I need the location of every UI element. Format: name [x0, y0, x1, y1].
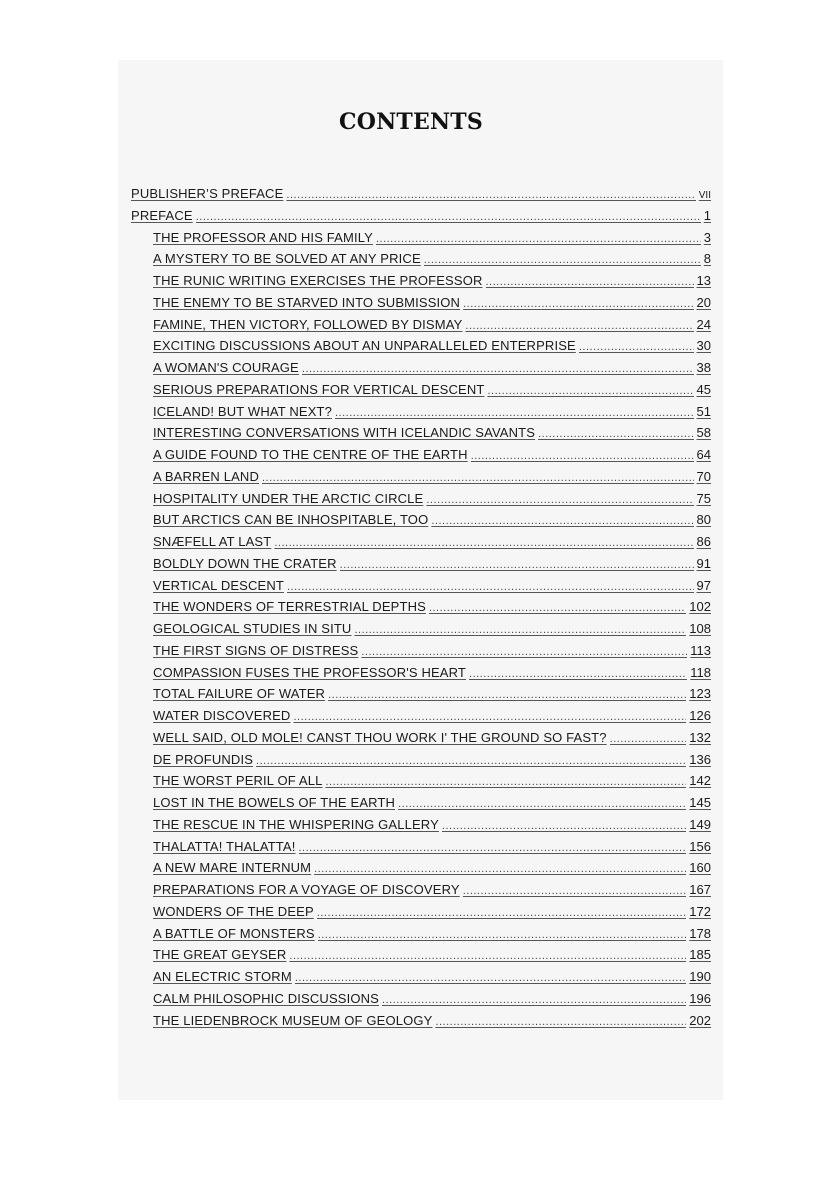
- toc-entry-page-number: 13: [696, 273, 711, 288]
- toc-entry-page-number: 1: [703, 207, 711, 223]
- toc-entry-title: BOLDLY DOWN THE CRATER: [153, 555, 337, 571]
- toc-dot-leader: [463, 881, 687, 903]
- toc-entry[interactable]: [131, 705, 711, 727]
- toc-entry-title: PREFACE: [131, 207, 193, 223]
- toc-dot-leader: [361, 642, 687, 664]
- toc-entry-page-number: 70: [696, 468, 711, 484]
- toc-entry[interactable]: [131, 292, 711, 314]
- toc-entry[interactable]: [131, 553, 711, 575]
- toc-dot-leader: [465, 316, 693, 338]
- toc-entry-page-number: 136: [689, 751, 711, 767]
- toc-entry-title: THE FIRST SIGNS OF DISTRESS: [153, 642, 359, 658]
- toc-entry-title: THE ENEMY TO BE STARVED INTO SUBMISSION: [153, 294, 461, 310]
- toc-entry[interactable]: [131, 640, 711, 662]
- toc-dot-leader: [435, 1012, 686, 1034]
- toc-entry-page-number: 58: [696, 425, 711, 441]
- toc-entry-page-number: 123: [689, 686, 711, 702]
- toc-entry[interactable]: [131, 466, 711, 488]
- toc-entry-title: THE WORST PERIL OF ALL: [153, 773, 323, 789]
- toc-entry[interactable]: [131, 401, 711, 423]
- toc-entry[interactable]: [131, 944, 711, 966]
- toc-entry-title: INTERESTING CONVERSATIONS WITH ICELANDIC SAVANTS: [153, 425, 536, 441]
- toc-entry[interactable]: [131, 444, 711, 466]
- toc-entry-page-number: 132: [689, 729, 711, 745]
- toc-entry-page-number: 45: [696, 381, 711, 397]
- toc-entry[interactable]: [131, 509, 711, 531]
- toc-entry-title: THE LIEDENBROCK MUSEUM OF GEOLOGY: [153, 1012, 433, 1028]
- toc-entry-title: PREPARATIONS FOR A VOYAGE OF DISCOVERY: [153, 882, 460, 897]
- toc-dot-leader: [471, 446, 694, 468]
- toc-dot-leader: [318, 925, 687, 947]
- toc-dot-leader: [340, 555, 694, 577]
- toc-entry-title: THALATTA! THALATTA!: [153, 838, 296, 854]
- toc-entry-page-number: 24: [696, 316, 711, 332]
- toc-entry[interactable]: [131, 814, 711, 836]
- toc-entry[interactable]: [131, 988, 711, 1010]
- toc-dot-leader: [487, 381, 693, 403]
- toc-entry[interactable]: [131, 879, 711, 901]
- toc-dot-leader: [424, 250, 701, 272]
- toc-entry-title: TOTAL FAILURE OF WATER: [153, 686, 326, 702]
- toc-entry[interactable]: [131, 270, 711, 292]
- toc-dot-leader: [376, 229, 701, 251]
- toc-entry-title: GEOLOGICAL STUDIES IN SITU: [153, 621, 352, 636]
- toc-entry-page-number: 8: [703, 251, 711, 267]
- toc-entry-title: A BATTLE OF MONSTERS: [153, 925, 315, 941]
- toc-dot-leader: [426, 490, 693, 512]
- toc-entry-page-number: 185: [689, 947, 711, 963]
- toc-entry-title: AN ELECTRIC STORM: [153, 969, 292, 984]
- toc-dot-leader: [463, 294, 693, 316]
- toc-entry-title: A BARREN LAND: [153, 468, 259, 484]
- toc-entry-page-number: 149: [689, 816, 711, 832]
- toc-entry[interactable]: [131, 379, 711, 401]
- toc-dot-leader: [286, 185, 695, 207]
- toc-entry-title: SERIOUS PREPARATIONS FOR VERTICAL DESCENT: [153, 381, 485, 397]
- toc-entry-page-number: 172: [689, 903, 711, 919]
- toc-dot-leader: [610, 729, 687, 751]
- toc-entry-title: THE PROFESSOR AND HIS FAMILY: [153, 229, 373, 245]
- toc-entry[interactable]: [131, 314, 711, 336]
- toc-entry-title: A NEW MARE INTERNUM: [153, 860, 312, 876]
- table-of-contents: [131, 183, 711, 1031]
- toc-entry[interactable]: [131, 575, 711, 597]
- toc-dot-leader: [354, 620, 686, 642]
- toc-entry-title: EXCITING DISCUSSIONS ABOUT AN UNPARALLELED ENTERPRISE: [153, 338, 576, 354]
- page-title: CONTENTS: [339, 108, 483, 135]
- toc-entry-title: CALM PHILOSOPHIC DISCUSSIONS: [153, 990, 379, 1006]
- toc-dot-leader: [429, 598, 686, 620]
- toc-dot-leader: [314, 859, 686, 881]
- toc-entry-page-number: 167: [689, 882, 711, 897]
- toc-entry-page-number: 156: [689, 838, 711, 854]
- toc-entry-page-number: 64: [696, 447, 711, 462]
- toc-entry[interactable]: [131, 618, 711, 640]
- toc-entry-page-number: 142: [689, 773, 711, 789]
- toc-entry-page-number: 145: [689, 795, 711, 810]
- toc-entry-page-number: 102: [689, 599, 711, 615]
- toc-entry[interactable]: [131, 901, 711, 923]
- toc-entry-title: WONDERS OF THE DEEP: [153, 903, 314, 919]
- toc-dot-leader: [486, 272, 694, 294]
- toc-entry-title: THE RUNIC WRITING EXERCISES THE PROFESSOR: [153, 273, 483, 288]
- toc-dot-leader: [287, 577, 694, 599]
- toc-dot-leader: [335, 403, 694, 425]
- toc-entry[interactable]: [131, 357, 711, 379]
- toc-dot-leader: [398, 794, 686, 816]
- toc-entry-title: PUBLISHER’S PREFACE: [131, 186, 284, 201]
- toc-entry-title: SNÆFELL AT LAST: [153, 534, 272, 549]
- toc-dot-leader: [382, 990, 686, 1012]
- toc-entry[interactable]: [131, 596, 711, 618]
- toc-entry[interactable]: [131, 857, 711, 879]
- toc-entry-page-number: 30: [696, 338, 711, 354]
- toc-dot-leader: [538, 424, 693, 446]
- toc-entry-page-number: 178: [689, 925, 711, 941]
- toc-entry-page-number: 38: [696, 360, 711, 375]
- toc-entry-page-number: 196: [689, 990, 711, 1006]
- toc-dot-leader: [328, 685, 686, 707]
- toc-entry-title: DE PROFUNDIS: [153, 751, 254, 767]
- toc-dot-leader: [431, 511, 693, 533]
- toc-entry-page-number: 86: [696, 534, 711, 549]
- toc-dot-leader: [579, 337, 694, 359]
- toc-entry-page-number: 108: [689, 621, 711, 636]
- toc-entry[interactable]: [131, 1010, 711, 1032]
- toc-dot-leader: [293, 707, 686, 729]
- toc-entry-page-number: 97: [696, 577, 711, 593]
- toc-entry-page-number: 20: [696, 294, 711, 310]
- toc-entry-title: THE GREAT GEYSER: [153, 947, 287, 963]
- toc-entry-title: FAMINE, THEN VICTORY, FOLLOWED BY DISMAY: [153, 316, 463, 332]
- toc-entry[interactable]: [131, 662, 711, 684]
- toc-entry[interactable]: [131, 966, 711, 988]
- toc-dot-leader: [317, 903, 687, 925]
- toc-entry-page-number: 91: [696, 555, 711, 571]
- toc-entry[interactable]: [131, 335, 711, 357]
- toc-entry[interactable]: [131, 248, 711, 270]
- toc-dot-leader: [302, 359, 694, 381]
- toc-entry[interactable]: [131, 836, 711, 858]
- toc-entry[interactable]: [131, 749, 711, 771]
- toc-entry[interactable]: [131, 923, 711, 945]
- toc-entry-page-number: 3: [703, 229, 711, 245]
- toc-entry-page-number: 160: [689, 860, 711, 876]
- toc-entry-page-number: 75: [696, 490, 711, 506]
- toc-entry-page-number: 190: [689, 969, 711, 984]
- toc-entry-page-number: 80: [696, 512, 711, 528]
- toc-entry-title: COMPASSION FUSES THE PROFESSOR'S HEART: [153, 664, 467, 680]
- toc-dot-leader: [325, 772, 686, 794]
- toc-entry-title: HOSPITALITY UNDER THE ARCTIC CIRCLE: [153, 490, 424, 506]
- toc-dot-leader: [295, 968, 686, 990]
- toc-entry[interactable]: [131, 183, 711, 205]
- toc-entry-title: WATER DISCOVERED: [153, 708, 291, 723]
- toc-dot-leader: [289, 946, 686, 968]
- toc-entry[interactable]: [131, 422, 711, 444]
- toc-dot-leader: [256, 751, 686, 773]
- toc-dot-leader: [469, 664, 687, 686]
- toc-entry-title: A MYSTERY TO BE SOLVED AT ANY PRICE: [153, 251, 421, 267]
- toc-entry-title: VERTICAL DESCENT: [153, 577, 284, 593]
- toc-entry-page-number: 118: [690, 664, 711, 680]
- toc-entry-page-number: 202: [689, 1012, 711, 1028]
- toc-entry-page-number: 51: [696, 403, 711, 419]
- toc-entry[interactable]: [131, 792, 711, 814]
- toc-entry[interactable]: [131, 531, 711, 553]
- toc-entry-title: LOST IN THE BOWELS OF THE EARTH: [153, 795, 396, 810]
- toc-dot-leader: [196, 207, 701, 229]
- toc-entry[interactable]: [131, 727, 711, 749]
- toc-entry-page-number: 113: [690, 642, 711, 658]
- toc-dot-leader: [299, 838, 687, 860]
- toc-entry-page-number: 126: [689, 708, 711, 723]
- toc-entry[interactable]: [131, 683, 711, 705]
- toc-entry-title: THE RESCUE IN THE WHISPERING GALLERY: [153, 816, 439, 832]
- toc-entry-title: BUT ARCTICS CAN BE INHOSPITABLE, TOO: [153, 512, 429, 528]
- toc-entry-title: ICELAND! BUT WHAT NEXT?: [153, 403, 332, 419]
- toc-entry-title: A GUIDE FOUND TO THE CENTRE OF THE EARTH: [153, 447, 468, 462]
- toc-entry[interactable]: [131, 227, 711, 249]
- toc-entry-title: WELL SAID, OLD MOLE! CANST THOU WORK I' THE GROUND SO FAST?: [153, 729, 607, 745]
- toc-entry-title: THE WONDERS OF TERRESTRIAL DEPTHS: [153, 599, 426, 615]
- toc-entry-page-number: VII: [698, 190, 711, 201]
- toc-dot-leader: [262, 468, 694, 490]
- toc-entry-title: A WOMAN'S COURAGE: [153, 360, 299, 375]
- toc-entry[interactable]: [131, 770, 711, 792]
- toc-dot-leader: [274, 533, 693, 555]
- toc-entry[interactable]: [131, 205, 711, 227]
- toc-entry[interactable]: [131, 488, 711, 510]
- toc-dot-leader: [442, 816, 686, 838]
